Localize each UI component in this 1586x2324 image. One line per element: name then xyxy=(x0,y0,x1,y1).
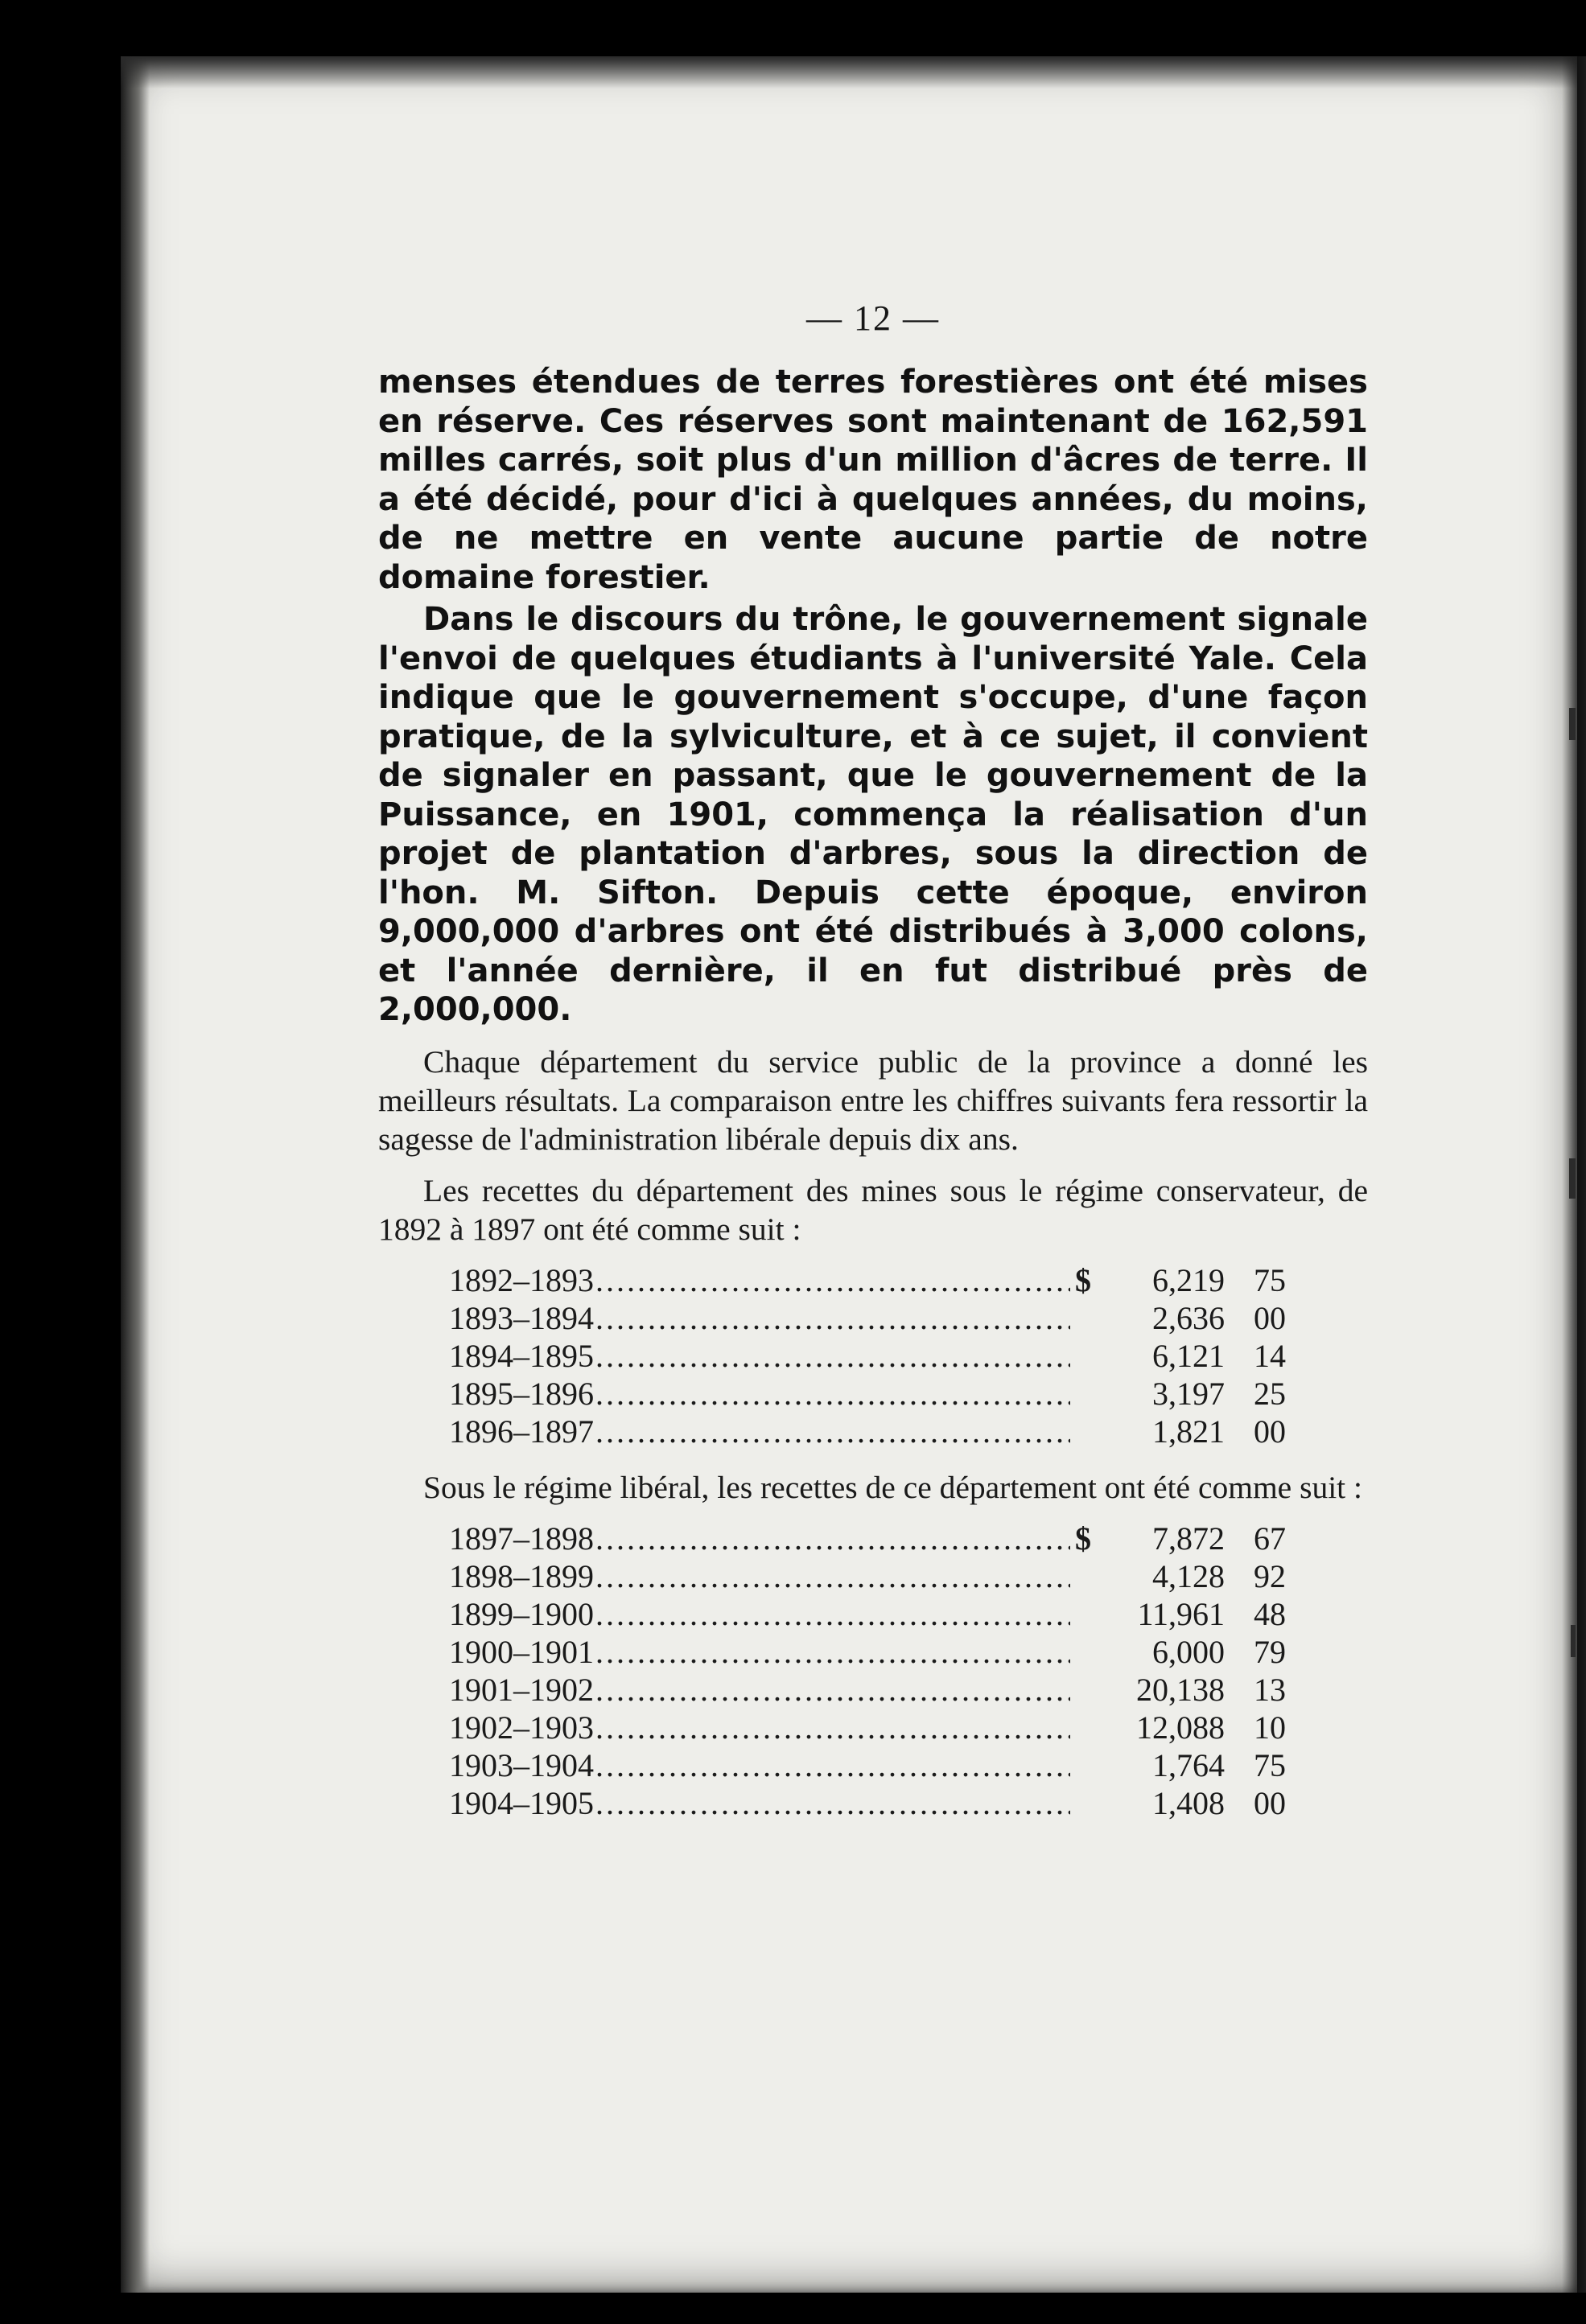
amount-dollars: 6,219 xyxy=(1152,1261,1225,1298)
revenue-table-liberal xyxy=(449,1520,1286,1822)
table-row xyxy=(449,1633,1286,1671)
page-content xyxy=(378,298,1368,1822)
table-row xyxy=(449,1557,1286,1595)
table-row xyxy=(449,1709,1286,1746)
amount-cents: 10 xyxy=(1254,1709,1286,1746)
page-binding-shadow xyxy=(121,56,150,2293)
year-range: 1894–1895 xyxy=(449,1337,594,1374)
amount-cents: 14 xyxy=(1254,1337,1286,1374)
scan-mark xyxy=(1571,1625,1576,1657)
table-row xyxy=(449,1299,1286,1337)
table-row xyxy=(449,1261,1286,1299)
dot-leader xyxy=(595,1299,1070,1337)
year-range: 1896–1897 xyxy=(449,1413,594,1450)
dot-leader xyxy=(595,1261,1070,1299)
amount-dollars: 1,408 xyxy=(1152,1784,1225,1821)
amount-cents: 00 xyxy=(1254,1413,1286,1450)
amount-cents: 79 xyxy=(1254,1633,1286,1670)
page-top-shadow xyxy=(121,56,1577,88)
scan-mark xyxy=(1569,1158,1576,1199)
dot-leader xyxy=(595,1557,1070,1595)
amount-cents: 67 xyxy=(1254,1520,1286,1557)
amount-dollars: 11,961 xyxy=(1137,1595,1225,1632)
amount-cents: 48 xyxy=(1254,1595,1286,1632)
year-range: 1895–1896 xyxy=(449,1375,594,1412)
amount-dollars: 12,088 xyxy=(1136,1709,1225,1746)
amount-dollars: 7,872 xyxy=(1152,1520,1225,1557)
amount-dollars: 1,764 xyxy=(1152,1746,1225,1783)
table-row xyxy=(449,1671,1286,1709)
table-row xyxy=(449,1746,1286,1784)
amount-dollars: 3,197 xyxy=(1152,1375,1225,1412)
dot-leader xyxy=(595,1633,1070,1671)
dot-leader xyxy=(595,1375,1070,1413)
amount-cents: 13 xyxy=(1254,1671,1286,1708)
year-range: 1900–1901 xyxy=(449,1633,594,1670)
table-row xyxy=(449,1375,1286,1413)
revenue-table-conservative xyxy=(449,1261,1286,1450)
dot-leader xyxy=(595,1671,1070,1709)
amount-dollars: 6,121 xyxy=(1152,1337,1225,1374)
year-range: 1892–1893 xyxy=(449,1261,594,1298)
paragraph-departments: Chaque département du service public de la province a donné les meilleurs résultats. La comparaison entre les chiffres suivants fera ressortir la sagesse de l'administration libérale depuis dix ans. xyxy=(378,1043,1368,1157)
amount-cents: 92 xyxy=(1254,1557,1286,1594)
table-row xyxy=(449,1520,1286,1557)
year-range: 1893–1894 xyxy=(449,1299,594,1336)
year-range: 1901–1902 xyxy=(449,1671,594,1708)
currency-symbol: $ xyxy=(1075,1520,1091,1557)
amount-dollars: 4,128 xyxy=(1152,1557,1225,1594)
scan-mark xyxy=(1569,708,1576,740)
dot-leader xyxy=(595,1784,1070,1822)
table-row xyxy=(449,1784,1286,1822)
year-range: 1897–1898 xyxy=(449,1520,594,1557)
dot-leader xyxy=(595,1595,1070,1633)
paragraph-forest-reserves: menses étendues de terres forestières ont été mises en réserve. Ces réserves sont maintenant de 162,591 milles carrés, soit plus d'un million d'âcres de terre. Il a été décidé, pour d'ici à quelques années, du moins, de ne mettre en vente aucune partie de notre domaine forestier. xyxy=(378,364,1368,596)
paragraph-mines-liberal: Sous le régime libéral, les recettes de ce département ont été comme suit : xyxy=(423,1469,1363,1505)
dot-leader xyxy=(595,1337,1070,1375)
dot-leader xyxy=(595,1709,1070,1746)
year-range: 1902–1903 xyxy=(449,1709,594,1746)
amount-cents: 00 xyxy=(1254,1299,1286,1336)
year-range: 1904–1905 xyxy=(449,1784,594,1821)
year-range: 1899–1900 xyxy=(449,1595,594,1632)
table-row xyxy=(449,1337,1286,1375)
amount-cents: 25 xyxy=(1254,1375,1286,1412)
amount-cents: 75 xyxy=(1254,1746,1286,1783)
currency-symbol: $ xyxy=(1075,1261,1091,1298)
table-row xyxy=(449,1595,1286,1633)
amount-cents: 00 xyxy=(1254,1784,1286,1821)
amount-cents: 75 xyxy=(1254,1261,1286,1298)
amount-dollars: 20,138 xyxy=(1136,1671,1225,1708)
dot-leader xyxy=(595,1746,1070,1784)
dot-leader xyxy=(595,1520,1070,1557)
year-range: 1898–1899 xyxy=(449,1557,594,1594)
page-number: — 12 — xyxy=(806,298,940,338)
year-range: 1903–1904 xyxy=(449,1746,594,1783)
table-row xyxy=(449,1413,1286,1450)
amount-dollars: 6,000 xyxy=(1152,1633,1225,1670)
paragraph-mines-conservative: Les recettes du département des mines sous le régime conservateur, de 1892 à 1897 ont été comme suit : xyxy=(378,1172,1368,1247)
amount-dollars: 1,821 xyxy=(1152,1413,1225,1450)
paragraph-sylviculture: Dans le discours du trône, le gouvernement signale l'envoi de quelques étudiants à l'université Yale. Cela indique que le gouvernement s'occupe, d'une façon pratique, de la sylviculture, et à ce sujet, il convient de signaler en passant, que le gouvernement de la Puissance, en 1901, commença la réalisation d'un projet de plantation d'arbres, sous la direction de l'hon. M. Sifton. Depuis cette époque, environ 9,000,000 d'arbres ont été distribués à 3,000 colons, et l'année dernière, il en fut distribué près de 2,000,000. xyxy=(378,601,1368,1028)
dot-leader xyxy=(595,1413,1070,1450)
amount-dollars: 2,636 xyxy=(1152,1299,1225,1336)
